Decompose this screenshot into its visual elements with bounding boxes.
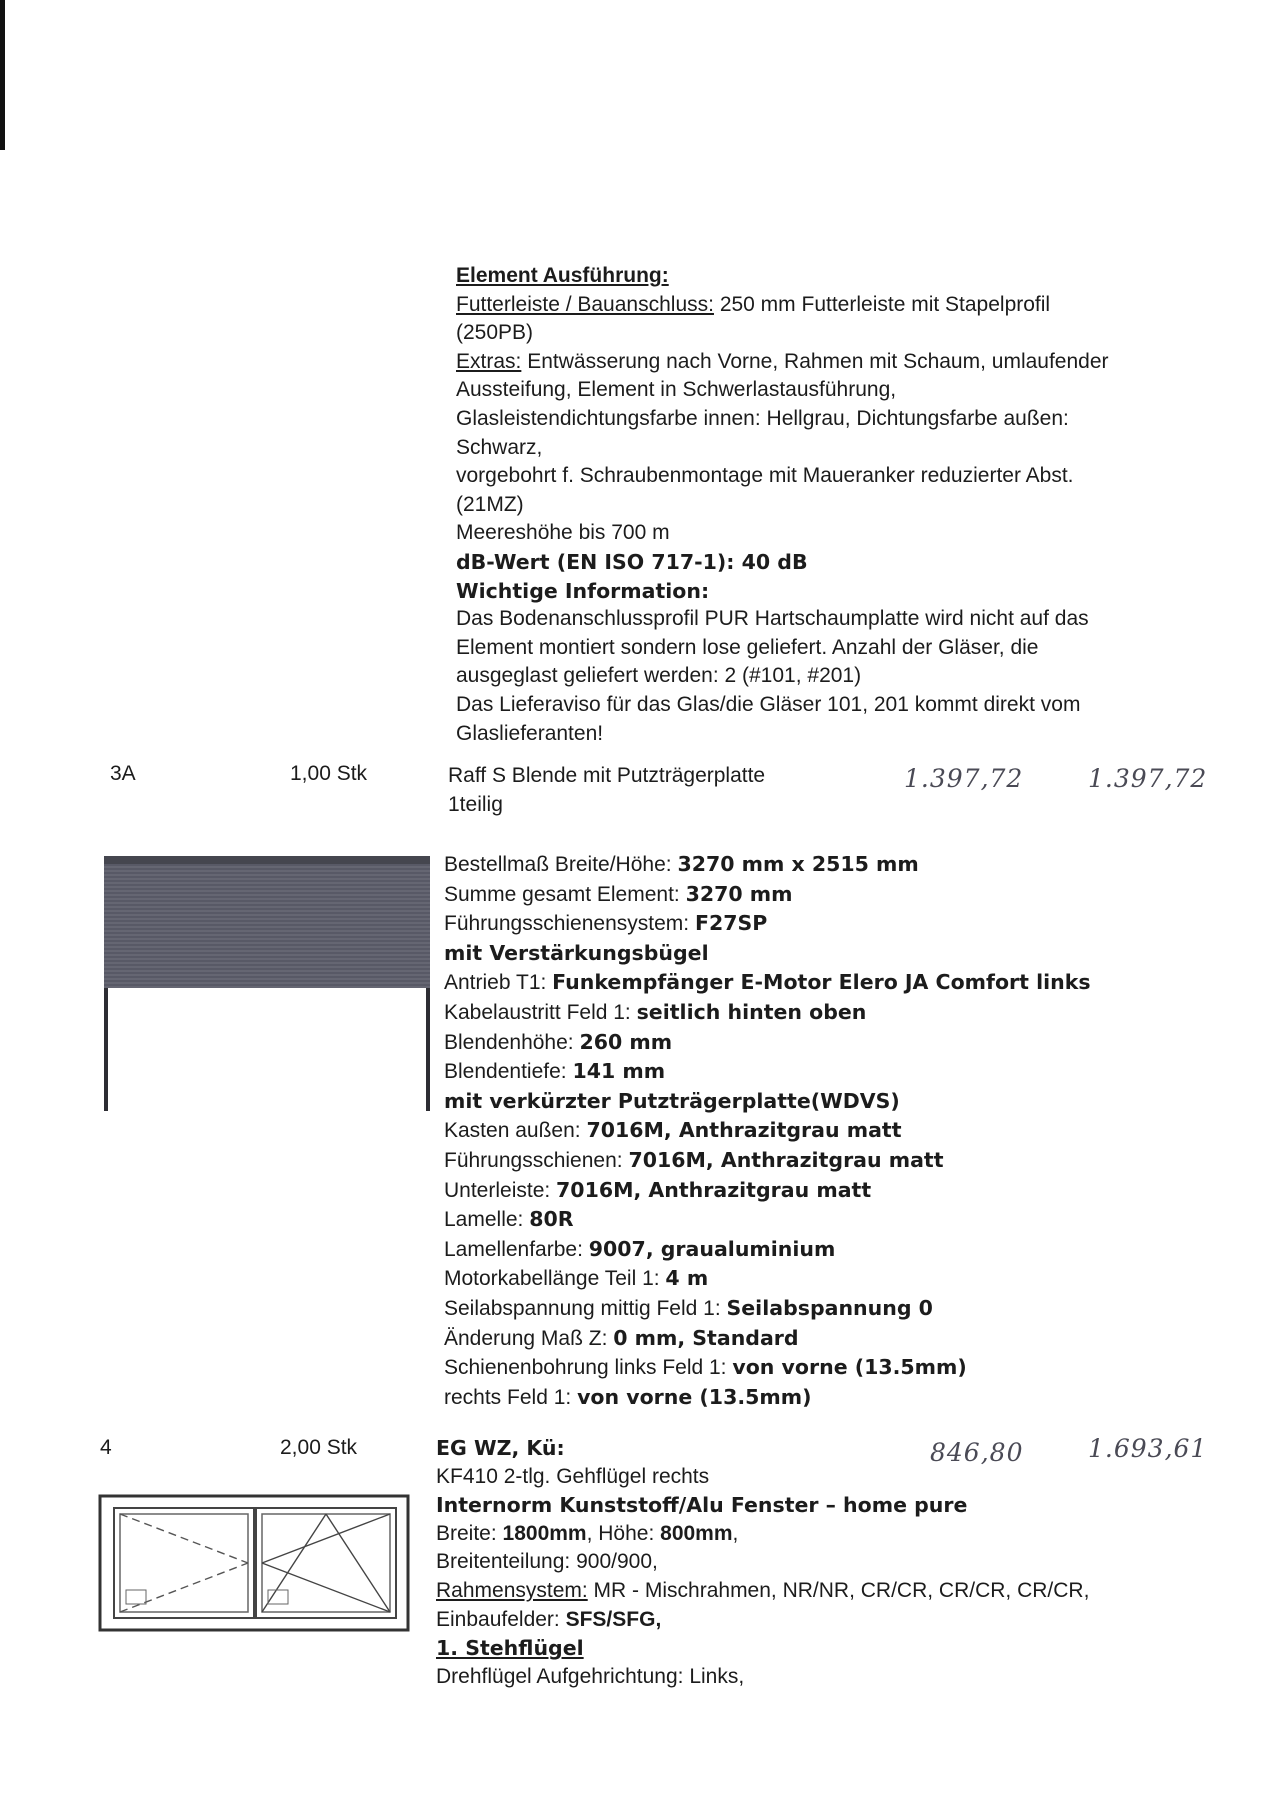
- spec-value: 0 mm, Standard: [613, 1325, 799, 1350]
- spec-value: mit Verstärkungsbügel: [444, 940, 709, 965]
- spec-value: 9007, graualuminium: [588, 1236, 836, 1261]
- breite-value: 1800mm: [502, 1521, 587, 1545]
- spec-label: Blendenhöhe:: [444, 1030, 580, 1054]
- spec-line: [444, 1294, 1091, 1324]
- pos-4-title: EG WZ, Kü:: [436, 1436, 565, 1460]
- section-heading: Element Ausführung:: [456, 264, 669, 287]
- spec-line: [444, 968, 1091, 998]
- spec-line: [444, 880, 1091, 910]
- spec-value: von vorne (13.5mm): [732, 1355, 967, 1380]
- page-edge-shadow: [0, 0, 5, 150]
- info-heading: Wichtige Information:: [456, 578, 710, 603]
- futterleiste-label: Futterleiste / Bauanschluss:: [456, 292, 714, 316]
- spec-label: Führungsschienen:: [444, 1148, 629, 1172]
- futterleiste-value: 250 mm Futterleiste mit Stapelprofil: [719, 292, 1051, 316]
- info-line-1: Das Bodenanschlussprofil PUR Hartschaumplatte wird nicht auf das: [456, 607, 1089, 631]
- spec-line: [444, 1353, 1091, 1383]
- futterleiste-value-2: (250PB): [456, 321, 534, 345]
- spec-value: Seilabspannung 0: [726, 1295, 933, 1320]
- spec-value: 141 mm: [572, 1059, 666, 1084]
- spec-line: [444, 1087, 1091, 1117]
- pos-3a-title-2: 1teilig: [448, 792, 503, 816]
- pos-4-total-price-handwritten: 1.693,61: [1088, 1434, 1208, 1463]
- shutter-left-rail: [104, 988, 108, 1111]
- shutter-drawing: [104, 856, 430, 1111]
- spec-line: [444, 1324, 1091, 1354]
- spec-value: mit verkürzter Putzträgerplatte(WDVS): [444, 1088, 900, 1113]
- spec-line: [444, 1116, 1091, 1146]
- spec-label: Motorkabellänge Teil 1:: [444, 1267, 666, 1291]
- shutter-curtain: [104, 856, 430, 988]
- spec-label: Lamelle:: [444, 1208, 530, 1232]
- spec-label: Bestellmaß Breite/Höhe:: [444, 853, 678, 876]
- spec-label: Lamellenfarbe:: [444, 1237, 589, 1261]
- spec-line: [444, 939, 1091, 969]
- pos-4-line-2: Internorm Kunststoff/Alu Fenster – home pure: [436, 1493, 968, 1518]
- spec-label: Führungsschienensystem:: [444, 912, 695, 936]
- db-value: dB-Wert (EN ISO 717-1): 40 dB: [456, 549, 808, 574]
- spec-line: [444, 1146, 1091, 1176]
- spec-line: [444, 998, 1091, 1028]
- spec-line: [444, 1205, 1091, 1235]
- pos-3a-title: Raff S Blende mit Putzträgerplatte: [448, 764, 766, 787]
- pos-4-unit-price-handwritten: 846,80: [930, 1438, 1024, 1467]
- spec-line: [444, 1383, 1091, 1413]
- spec-value: von vorne (13.5mm): [577, 1384, 812, 1409]
- pos-3a-unit-price-handwritten: 1.397,72: [904, 764, 1024, 793]
- pos-3a-total-price-handwritten: 1.397,72: [1088, 764, 1208, 793]
- pos-4-last-line: Drehflügel Aufgehrichtung: Links,: [436, 1664, 745, 1688]
- spec-value: F27SP: [694, 911, 768, 936]
- spec-line: [444, 1264, 1091, 1294]
- einbau-value: SFS/SFG,: [565, 1607, 662, 1631]
- spec-value: 7016M, Anthrazitgrau matt: [586, 1118, 902, 1143]
- spec-value: 3270 mm: [685, 881, 793, 906]
- hoehe-label: , Höhe:: [586, 1521, 661, 1545]
- spec-label: Summe gesamt Element:: [444, 882, 686, 906]
- pos-4-details: EG WZ, Kü: KF410 2-tlg. Gehflügel rechts Internorm Kunststoff/Alu Fenster – home pure Breite: 1800mm, Höhe: 800mm, Breitenteilung: 900/900, Rahmensystem: MR - Mischrahmen, NR/NR, CR/CR, CR/CR, CR/CR, Einbaufelder: SFS/SFG, 1. Stehflügel Drehflügel Aufgehrichtung: Links,: [436, 1434, 1089, 1691]
- pos-4-quantity: 2,00 Stk: [280, 1436, 358, 1459]
- extras-line-7: Meereshöhe bis 700 m: [456, 521, 670, 545]
- pos-4-line-1: KF410 2-tlg. Gehflügel rechts: [436, 1464, 710, 1488]
- extras-line-3: Glasleistendichtungsfarbe innen: Hellgrau, Dichtungsfarbe außen:: [456, 406, 1069, 430]
- spec-value: 80R: [529, 1207, 574, 1232]
- spec-value: Funkempfänger E-Motor Elero JA Comfort links: [552, 970, 1091, 995]
- spec-label: Kabelaustritt Feld 1:: [444, 1000, 637, 1024]
- shutter-right-rail: [426, 988, 430, 1111]
- spec-line: [444, 850, 1091, 880]
- spec-line: [444, 909, 1091, 939]
- stehfluegel-heading: 1. Stehflügel: [436, 1636, 584, 1661]
- extras-label: Extras:: [456, 349, 522, 373]
- info-line-3: ausgeglast geliefert werden: 2 (#101, #201): [456, 664, 862, 688]
- spec-line: [444, 1235, 1091, 1265]
- hoehe-value: 800mm: [660, 1521, 733, 1545]
- spec-label: Antrieb T1:: [444, 971, 553, 995]
- spec-label: Kasten außen:: [444, 1119, 587, 1143]
- pos-3a-number: 3A: [110, 762, 136, 785]
- spec-value: 7016M, Anthrazitgrau matt: [556, 1177, 872, 1202]
- pos-4-line-4: Breitenteilung: 900/900,: [436, 1550, 658, 1574]
- spec-value: 7016M, Anthrazitgrau matt: [628, 1147, 944, 1172]
- spec-value: 260 mm: [579, 1029, 673, 1054]
- spec-value: seitlich hinten oben: [636, 999, 867, 1024]
- spec-line: [444, 1176, 1091, 1206]
- einbau-label: Einbaufelder:: [436, 1607, 566, 1631]
- info-line-2: Element montiert sondern lose geliefert. Anzahl der Gläser, die: [456, 635, 1039, 659]
- pos-4-number: 4: [100, 1436, 112, 1459]
- spec-value: 3270 mm x 2515 mm: [677, 852, 919, 876]
- info-line-4: Das Lieferaviso für das Glas/die Gläser 101, 201 kommt direkt vom: [456, 692, 1081, 716]
- pos-3a-specs: [444, 850, 1091, 1412]
- spec-label: rechts Feld 1:: [444, 1385, 578, 1409]
- spec-label: Änderung Maß Z:: [444, 1326, 614, 1350]
- extras-line-2: Aussteifung, Element in Schwerlastausführung,: [456, 378, 897, 402]
- spec-line: [444, 1028, 1091, 1058]
- pos-3a-quantity: 1,00 Stk: [290, 762, 368, 785]
- extras-line-5: vorgebohrt f. Schraubenmontage mit Maueranker reduzierter Abst.: [456, 464, 1074, 488]
- spec-line: [444, 1057, 1091, 1087]
- extras-line-1: Entwässerung nach Vorne, Rahmen mit Schaum, umlaufender: [527, 349, 1109, 373]
- spec-label: Unterleiste:: [444, 1178, 557, 1202]
- element-ausfuehrung-section: [456, 262, 1109, 748]
- extras-line-6: (21MZ): [456, 492, 524, 516]
- breite-label: Breite:: [436, 1521, 503, 1545]
- pos-3a-title-block: [448, 762, 765, 819]
- spec-value: 4 m: [665, 1266, 709, 1291]
- spec-label: Seilabspannung mittig Feld 1:: [444, 1296, 727, 1320]
- spec-label: Schienenbohrung links Feld 1:: [444, 1356, 733, 1380]
- extras-line-4: Schwarz,: [456, 435, 543, 459]
- info-line-5: Glaslieferanten!: [456, 721, 604, 745]
- rahmen-label: Rahmensystem:: [436, 1578, 588, 1602]
- window-drawing: [98, 1494, 410, 1632]
- rahmen-value: MR - Mischrahmen, NR/NR, CR/CR, CR/CR, CR/CR,: [587, 1578, 1090, 1602]
- spec-label: Blendentiefe:: [444, 1060, 573, 1084]
